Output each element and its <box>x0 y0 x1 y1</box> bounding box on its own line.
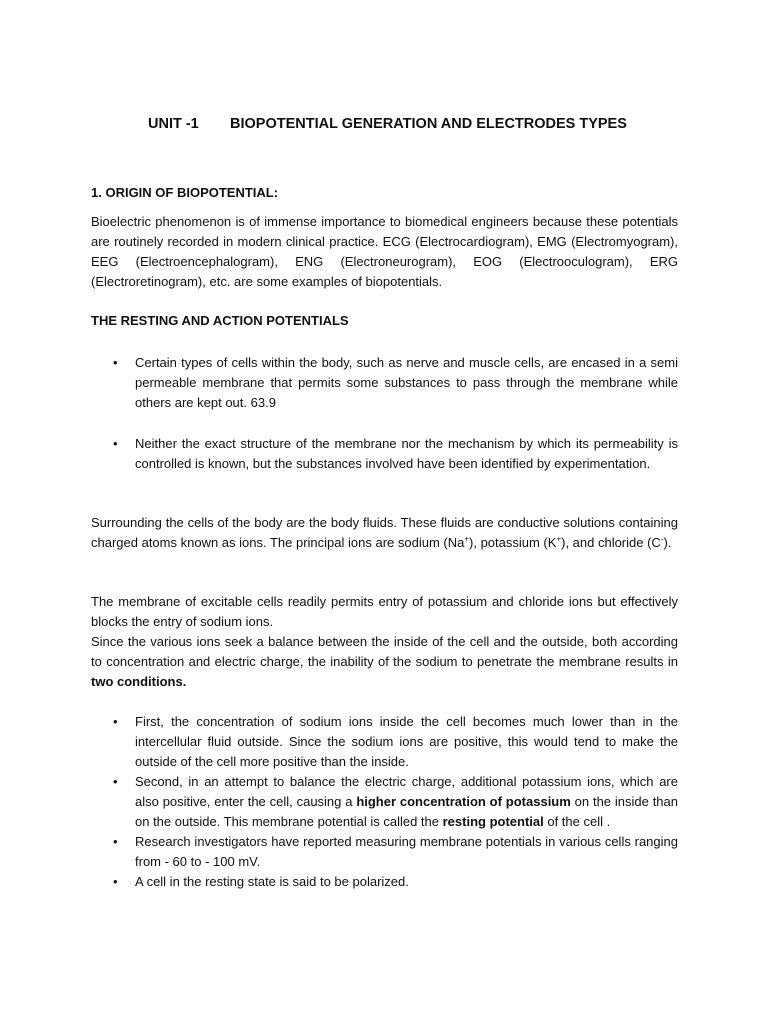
membrane-line-2 <box>91 632 678 692</box>
ions-text-d: ). <box>663 535 672 550</box>
subheading-resting-action: THE RESTING AND ACTION POTENTIALS <box>91 313 349 328</box>
membrane-line-1: The membrane of excitable cells readily permits entry of potassium and chloride ions but effectively blocks the entry of sodium ions. <box>91 594 678 629</box>
list-item <box>91 712 678 772</box>
ions-text-b: ), potassium (K <box>469 535 557 550</box>
membrane-paragraph <box>91 592 678 692</box>
list-item <box>91 872 678 892</box>
page-title <box>148 116 627 132</box>
list-item-bold-2: resting potential <box>442 814 544 829</box>
ions-sup-2: + <box>556 534 562 544</box>
list-item-text: First, the concentration of sodium ions inside the cell becomes much lower than in the intercellular fluid outside. Since the sodium ions are positive, this would tend to make the outside of the cell more positive than the inside. <box>135 714 678 769</box>
bullet-list-membrane <box>91 353 678 474</box>
section-heading: 1. ORIGIN OF BIOPOTENTIAL: <box>91 185 279 200</box>
ions-text-c: ), and chloride (C <box>561 535 661 550</box>
list-item-text-b: on the inside than on the outside. This membrane potential is called the <box>135 794 678 829</box>
ions-sup-1: + <box>464 534 470 544</box>
bullet-icon: • <box>113 774 118 789</box>
bullet-icon: • <box>113 355 118 370</box>
ions-sup-3: - <box>660 534 664 544</box>
list-item <box>91 772 678 832</box>
bullet-icon: • <box>113 714 118 729</box>
list-item <box>91 434 678 474</box>
title-unit: UNIT -1 <box>148 116 199 132</box>
list-item-bold-1: higher concentration of potassium <box>356 794 571 809</box>
bullet-icon: • <box>113 834 118 849</box>
list-item <box>91 353 678 413</box>
bullet-icon: • <box>113 436 118 451</box>
ions-paragraph <box>91 513 678 553</box>
list-item-text: A cell in the resting state is said to be polarized. <box>135 874 409 889</box>
title-text: BIOPOTENTIAL GENERATION AND ELECTRODES TYPES <box>230 116 627 132</box>
bullet-icon: • <box>113 874 118 889</box>
list-item-text-a: Second, in an attempt to balance the electric charge, additional potassium ions, which are also positive, enter the cell, causing a <box>135 774 678 809</box>
intro-paragraph: Bioelectric phenomenon is of immense importance to biomedical engineers because these potentials are routinely recorded in modern clinical practice. ECG (Electrocardiogram), EMG (Electromyogram), EEG (Electroencephalogram), ENG (Electroneurogram), EOG (Electrooculogram), ERG (Electroretinogram), etc. are some examples of biopotentials. <box>91 214 678 289</box>
membrane-line-2-text: Since the various ions seek a balance between the inside of the cell and the outside, both according to concentration and electric charge, the inability of the sodium to penetrate the membrane results in <box>91 634 678 669</box>
bullet-list-conditions <box>91 712 678 892</box>
list-item <box>91 832 678 872</box>
list-item-text: Certain types of cells within the body, such as nerve and muscle cells, are encased in a semi permeable membrane that permits some substances to pass through the membrane while others are kept out. 63.9 <box>135 355 678 410</box>
ions-text-a: Surrounding the cells of the body are the body fluids. These fluids are conductive solutions containing charged atoms known as ions. The principal ions are sodium (Na <box>91 515 678 550</box>
membrane-line-2-bold: two conditions. <box>91 674 187 689</box>
list-item-text: Research investigators have reported measuring membrane potentials in various cells ranging from - 60 to - 100 mV. <box>135 834 678 869</box>
list-item-text: Neither the exact structure of the membrane nor the mechanism by which its permeability is controlled is known, but the substances involved have been identified by experimentation. <box>135 436 678 471</box>
list-item-text-c: of the cell . <box>543 814 611 829</box>
